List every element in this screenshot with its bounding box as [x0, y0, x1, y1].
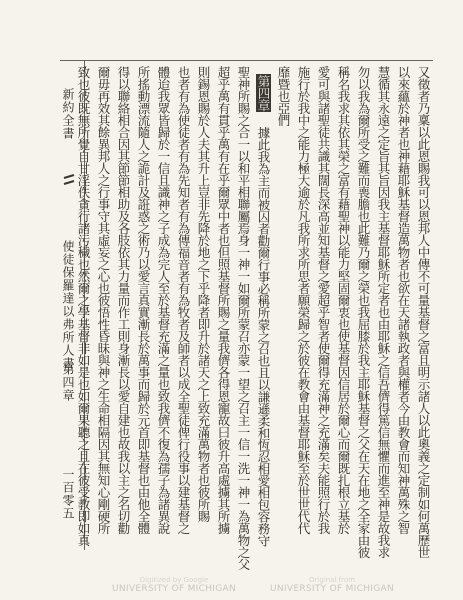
chapter-start-column [253, 66, 273, 546]
text-column: 勿以我為爾所受之難而喪膽也此難乃爾之榮也我屈膝於我主耶穌基督之父在天在地之全家由彼 [356, 66, 371, 558]
scan-credit-right [270, 576, 394, 594]
text-column: 以來蘊於神者也神藉耶穌基督造萬物者也欲在天諸執政者與權者今由教會而知神萬殊之智 [396, 66, 411, 534]
text-column: 慧循其永遠之定旨其旨因我主基督耶穌所定者也由耶穌之信吾儕得篤信無懼而進至神是故我求 [376, 66, 391, 558]
page-number: 一百零五 [61, 468, 75, 520]
text-column: 靡暨也亞們 [276, 66, 291, 126]
text-column: 愛可與諸聖徒共識其闊長深高並知基督之愛超乎智者使爾得充滿神之充滿矣夫能照行於我 [316, 66, 331, 534]
text-column: 稱名我求其依其榮之富有藉聖神以能力堅固爾衷也使基督因信居於爾心而爾既扎根立基於 [336, 66, 351, 534]
text-column: 體迨我眾皆歸於一信且識神之子成為完人至於基督充滿之量也致我儕不復為孺子為諸異說 [156, 66, 171, 534]
text-column: 得以聯絡相合因其節節相助及各肢依其力量而作工則身漸長以愛自建也故我以主之名切勸 [116, 66, 131, 534]
institution-name-left: UNIVERSITY OF MICHIGAN [112, 584, 237, 594]
scan-credit-left [112, 576, 236, 594]
chapter-number: 第四章 [61, 363, 75, 402]
text-column: 超乎萬有貫乎萬有在乎爾眾中者也但照基督所賜之量我儕各得恩寵故曰彼升高處擄其所擄 [216, 66, 231, 534]
text-column: 爾毋再效其餘異邦人之行事守其虛妄之心也彼悟性昏昧與神之生命相隔因其無知心剛硬所 [96, 66, 111, 534]
body-text [76, 66, 433, 570]
chapter-marker-highlight: 第四章 [256, 75, 271, 111]
chapter-title: 使徒保羅達以弗所人書 [61, 240, 75, 370]
text-column: 施行於我中之能力極大逾於凡我所求所思者願榮歸之於彼在教會由基督耶穌至於世世代代 [296, 66, 311, 534]
text-column: 致也彼既無所覺自甘淫佚貪行諸污穢也然爾之學基督非如是也如爾果聽之且在彼受教即如真 [76, 66, 91, 546]
text-column: 又徵者乃稟以此恩賜我可以恩邦人中傳不可量基督之富且明示諸人以此奧義之定制如何萬歷世 [416, 66, 431, 558]
institution-name-right: UNIVERSITY OF MICHIGAN [270, 584, 395, 594]
chapter-start-text: 據此我為主而被囚者勸爾行事必稱所蒙之召也且以謙遜柔和恆忍相愛相包容務守 [256, 112, 271, 547]
text-column: 所搖動漂流隨人之詭計及誑惑之術乃以愛言真實漸長於萬事而歸於元首即基督也由他全體 [136, 66, 151, 534]
text-column: 聖神所賜之合一以和平相聯屬焉身一神一如爾所蒙召亦蒙一望之召主一信一洗一神一為萬物之父 [236, 66, 251, 570]
top-border-rule [60, 60, 433, 61]
text-column: 也者有為使徒者有為先知者有為傳福音者有為牧者及師者以成全聖徒俾行役事以建基督之 [176, 66, 191, 534]
digitized-by-label: Digitized by Google [139, 576, 209, 584]
original-from-label: Original from [309, 576, 355, 584]
running-title: 新約全書 [61, 88, 75, 140]
text-column: 則錫恩賜於人夫其升上豈非先降於地之下乎降者即升於諸天之上致充滿萬物者也彼所賜 [196, 66, 211, 522]
